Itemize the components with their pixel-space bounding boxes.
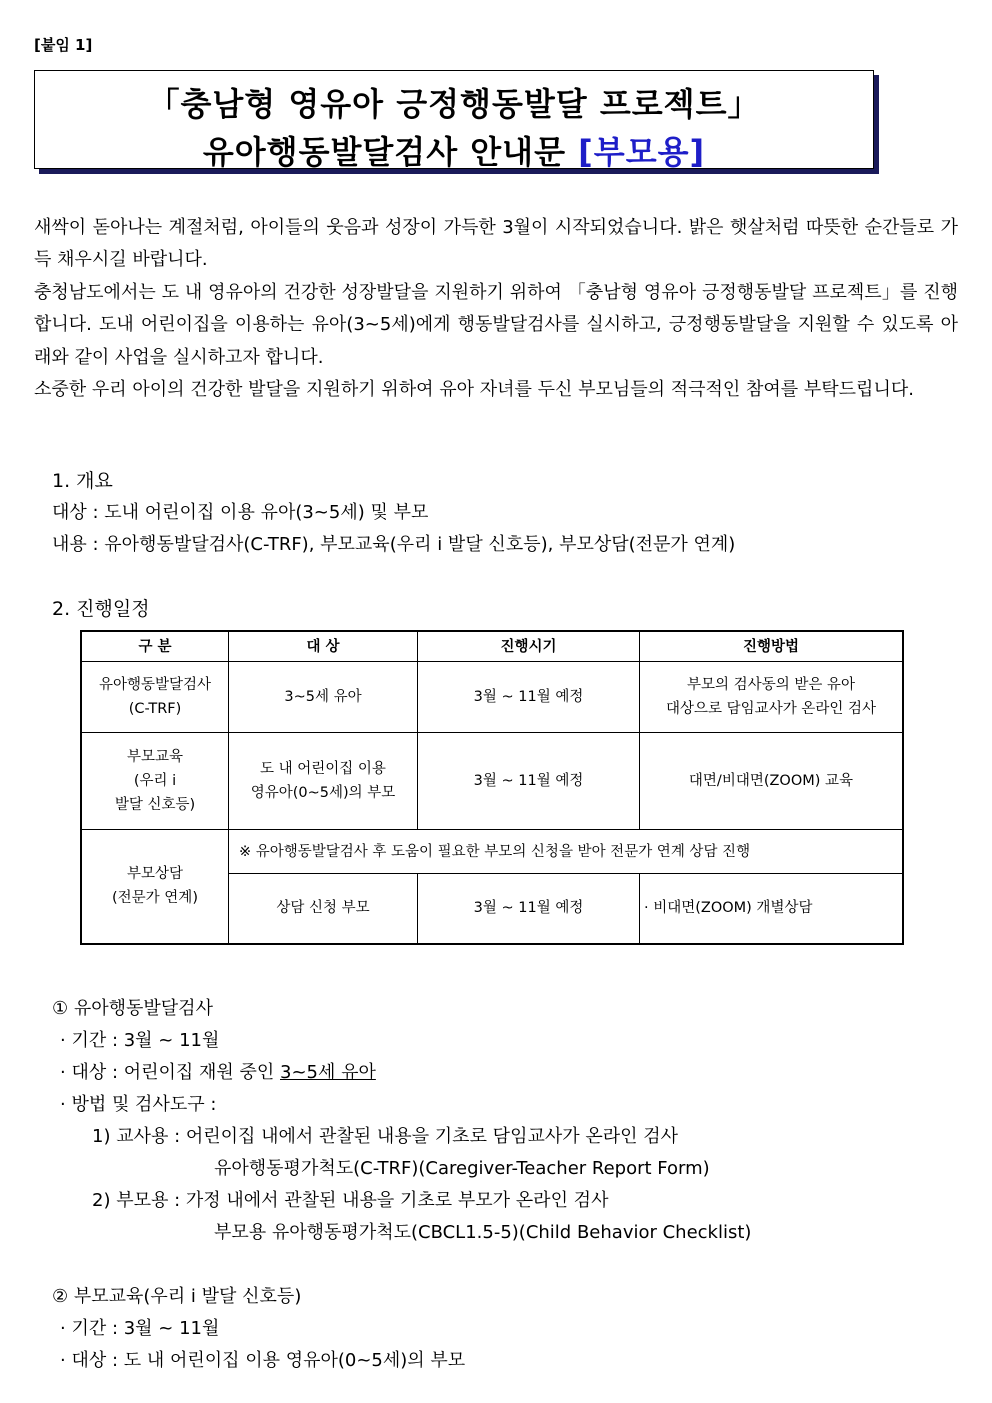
section1-target: 대상 : 도내 어린이집 이용 유아(3~5세) 및 부모 (52, 502, 429, 523)
row1-category-line2: (C-TRF) (128, 701, 182, 717)
row2-category-line3: 발달 신호등) (114, 797, 196, 813)
row2-category-line1: 부모교육 (126, 749, 184, 765)
row2-category-line2: (우리 i (133, 773, 177, 789)
row2-period: 3월 ~ 11월 예정 (418, 733, 640, 830)
row1-method (640, 662, 904, 733)
item1-target-prefix: · 대상 : 어린이집 재원 중인 (60, 1062, 280, 1083)
row2-target-line1: 도 내 어린이집 이용 (260, 761, 386, 777)
table-row (81, 830, 903, 874)
title-line2 (35, 127, 873, 173)
item1-target-underlined: 3~5세 유아 (280, 1062, 376, 1083)
table-row (81, 733, 903, 830)
item1-heading: ① 유아행동발달검사 (52, 998, 213, 1019)
row1-method-line1: 부모의 검사동의 받은 유아 (687, 677, 855, 693)
schedule-table (80, 630, 904, 945)
title-accent: [부모용] (578, 133, 706, 171)
row1-target: 3~5세 유아 (229, 662, 418, 733)
row1-period: 3월 ~ 11월 예정 (418, 662, 640, 733)
section1-content: 내용 : 유아행동발달검사(C-TRF), 부모교육(우리 i 발달 신호등), 부모상담(전문가 연계) (52, 534, 736, 555)
title-box (34, 70, 874, 169)
row2-method: 대면/비대면(ZOOM) 교육 (640, 733, 904, 830)
item2-target: · 대상 : 도 내 어린이집 이용 영유아(0~5세)의 부모 (60, 1350, 466, 1371)
row1-method-line2: 대상으로 담임교사가 온라인 검사 (666, 701, 876, 717)
intro-paragraph-3: 소중한 우리 아이의 건강한 발달을 지원하기 위하여 유아 자녀를 두신 부모님들의 적극적인 참여를 부탁드립니다. (34, 379, 914, 401)
item1-teacher-line2: 유아행동평가척도(C-TRF)(Caregiver-Teacher Report Form) (214, 1158, 710, 1179)
row2-target-line2: 영유아(0~5세)의 부모 (250, 785, 396, 801)
item2-period: · 기간 : 3월 ~ 11월 (60, 1318, 220, 1339)
section1-heading: 1. 개요 (52, 470, 113, 492)
intro-paragraph-2: 충청남도에서는 도 내 영유아의 건강한 성장발달을 지원하기 위하여 「충남형 영유아 긍정행동발달 프로젝트」를 진행합니다. 도내 어린이집을 이용하는 유아(3~5세)에게 행동발달검사를 실시하고, 긍정행동발달을 지원할 수 있도록 아래와 같이 사업을 실시하고자 합니다. (34, 281, 958, 368)
table-header-row (81, 631, 903, 662)
table-row (81, 662, 903, 733)
header-category: 구 분 (81, 631, 229, 662)
intro-text (34, 212, 958, 406)
item1-teacher-line1: 1) 교사용 : 어린이집 내에서 관찰된 내용을 기초로 담임교사가 온라인 검사 (92, 1126, 679, 1147)
row3-target: 상담 신청 부모 (229, 874, 418, 944)
row3-category-line1: 부모상담 (126, 866, 184, 883)
row3-category (81, 830, 229, 944)
row1-category (81, 662, 229, 733)
title-line1: 「충남형 영유아 긍정행동발달 프로젝트」 (147, 85, 761, 123)
header-period: 진행시기 (418, 631, 640, 662)
row3-category-line2: (전문가 연계) (112, 890, 198, 907)
item1-target (60, 1058, 376, 1084)
item1-parent-line2: 부모용 유아행동평가척도(CBCL1.5-5)(Child Behavior Checklist) (214, 1222, 752, 1243)
item1-parent-line1: 2) 부모용 : 가정 내에서 관찰된 내용을 기초로 부모가 온라인 검사 (92, 1190, 609, 1211)
attachment-label: [붙임 1] (34, 36, 93, 54)
row3-period: 3월 ~ 11월 예정 (418, 874, 640, 944)
header-target: 대 상 (229, 631, 418, 662)
header-method: 진행방법 (640, 631, 904, 662)
title-main: 유아행동발달검사 안내문 (202, 133, 579, 171)
row1-category-line1: 유아행동발달검사 (98, 677, 212, 693)
row3-method: · 비대면(ZOOM) 개별상담 (640, 874, 904, 944)
item1-period: · 기간 : 3월 ~ 11월 (60, 1030, 220, 1051)
row2-target (229, 733, 418, 830)
section2-heading: 2. 진행일정 (52, 598, 150, 620)
row2-category (81, 733, 229, 830)
item2-heading: ② 부모교육(우리 i 발달 신호등) (52, 1286, 302, 1307)
item1-method: · 방법 및 검사도구 : (60, 1094, 217, 1115)
intro-paragraph-1: 새싹이 돋아나는 계절처럼, 아이들의 웃음과 성장이 가득한 3월이 시작되었습니다. 밝은 햇살처럼 따뜻한 순간들로 가득 채우시길 바랍니다. (34, 217, 958, 271)
row3-note: ※ 유아행동발달검사 후 도움이 필요한 부모의 신청을 받아 전문가 연계 상담 진행 (229, 830, 904, 874)
